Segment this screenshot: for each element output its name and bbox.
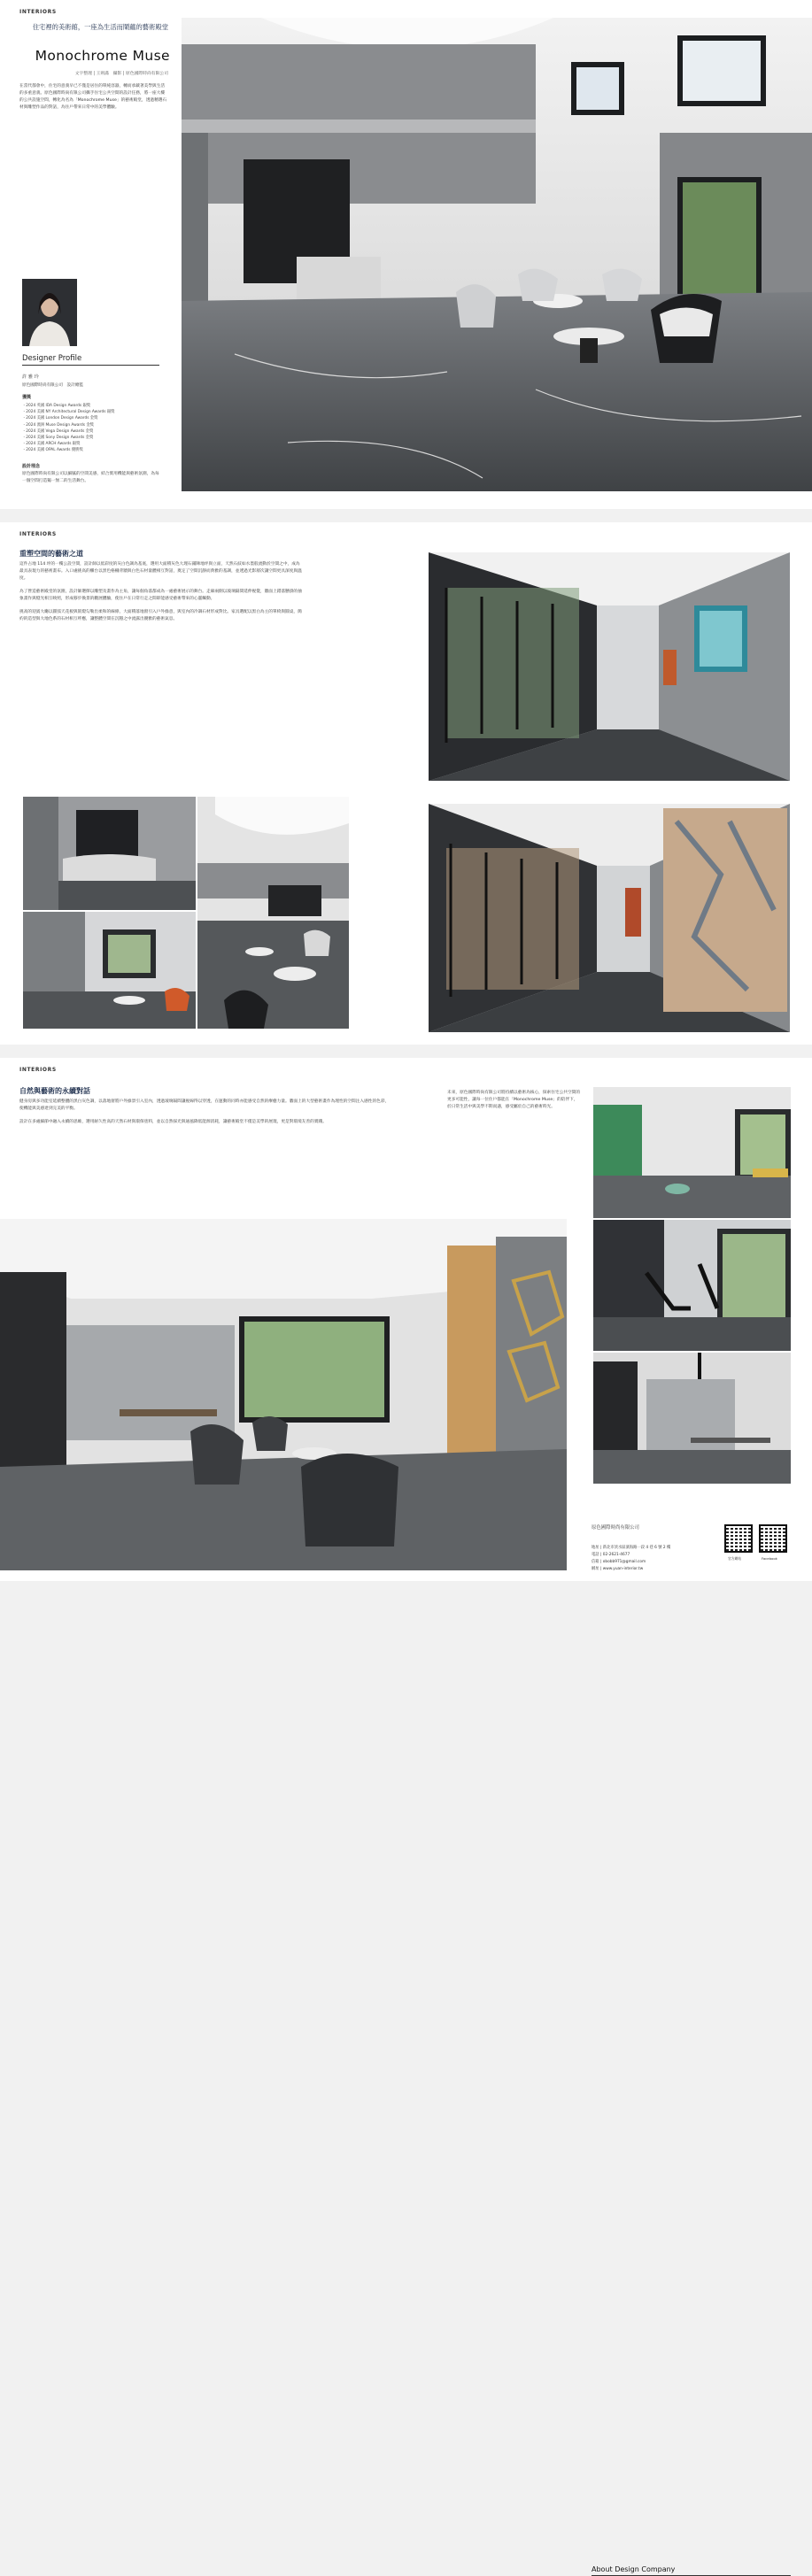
phone-line: 電話 | 02-2621-4677 bbox=[592, 1553, 630, 1557]
philosophy-text: 原色國際時尚有限公司以細膩的空間美感，結合實用機能與藝術氛圍，為每一個空間打造獨一無二的生活舞台。 bbox=[22, 472, 159, 483]
article-credit: 文字整理 | 王則滿 攝影 | 原色國際時尚有限公司 bbox=[74, 72, 168, 76]
section-label: INTERIORS bbox=[19, 1067, 57, 1073]
seating-area-photo bbox=[23, 912, 196, 1029]
designer-profile-label: Designer Profile bbox=[22, 354, 82, 363]
about-company-label: About Design Company bbox=[592, 2565, 676, 2573]
corridor-photo-1 bbox=[429, 552, 790, 781]
lounge-photo bbox=[0, 1219, 567, 1570]
qr-label-website: 官方網站 bbox=[728, 1556, 742, 1561]
philosophy-heading: 設計理念 bbox=[22, 464, 41, 469]
section-label: INTERIORS bbox=[19, 9, 57, 15]
gym-photo bbox=[593, 1220, 791, 1351]
kids-room-photo bbox=[593, 1087, 791, 1218]
award-item: ・2024 美國 Sony Design Awards 金獎 bbox=[22, 436, 94, 441]
qr-code-website bbox=[724, 1524, 753, 1553]
company-name: 原色國際時尚有限公司 bbox=[592, 1525, 639, 1531]
spread-page-3 bbox=[0, 1058, 812, 2573]
spread-page-2 bbox=[0, 522, 812, 1045]
awards-list bbox=[22, 403, 164, 454]
lobby-hero-photo bbox=[182, 18, 812, 491]
profile-divider bbox=[22, 365, 159, 366]
qr-label-facebook: Facebook bbox=[762, 1556, 777, 1561]
address-line: 地址 | 新北市淡水區濱海路一段 4 巷 6 號 2 樓 bbox=[592, 1546, 671, 1550]
right-column-text: 未來，原色國際時尚有限公司將持續以藝術為核心，探索住宅公共空間的更多可能性，讓每一位住戶都能在「Monochrome Muse」的陪伴下，於日常生活中與美學不期而遇，感受屬於自己的藝術時光。 bbox=[447, 1091, 581, 1109]
designer-role: 原色國際時尚有限公司 設計總監 bbox=[22, 383, 83, 388]
awards-heading: 獲獎 bbox=[22, 395, 32, 400]
contact-block bbox=[592, 1545, 715, 1573]
website-line: 網址 | www.yuan-interior.tw bbox=[592, 1567, 644, 1571]
lobby-lounge-photo bbox=[197, 797, 349, 1029]
corridor-photo-2 bbox=[429, 804, 790, 1032]
award-item: ・2024 美國 Vega Design Awards 金獎 bbox=[22, 428, 94, 434]
qr-code-facebook bbox=[759, 1524, 787, 1553]
designer-name: 許 雅 玲 bbox=[22, 374, 39, 380]
award-item: ・2024 美國 ARCH Awards 銀獎 bbox=[22, 442, 81, 447]
reception-photo bbox=[23, 797, 196, 910]
award-item: ・2024 美國 London Design Awards 金獎 bbox=[22, 416, 98, 421]
article-title: Monochrome Muse bbox=[35, 48, 170, 64]
section-label: INTERIORS bbox=[19, 531, 57, 537]
spread-page-1 bbox=[0, 0, 812, 509]
award-item: ・2024 美國 OPAL Awards 優勝獎 bbox=[22, 448, 83, 453]
section-heading: 自然與藝術的永續對話 bbox=[19, 1087, 90, 1095]
body-text: 健身房與多功能室延續整體的黑白灰色調，以落地窗將戶外綠景引入室內，透過玻璃隔間讓視線得以穿透，在運動的同時亦能感受自然的療癒力量。牆面上的大型藝術畫作為理性的空間注入感性的色彩，使機能與美感達到完美的平衡。 設計在多處細節中融入永續的思維，選用耐久性高的天然石材與環保塗料，並以自然採光與通風降低能源消耗，讓藝術殿堂不僅是美學的展現，更是對環境友善的實踐。 bbox=[19, 1099, 390, 1124]
email-line: 信箱 | obobb971@gmail.com bbox=[592, 1560, 646, 1564]
intro-text: 在當代都會中，住宅的意義早已不僅是居住的單純容器，轉而承載著美學與生活的多重意義。原色國際時尚有限公司攜手住宅公共空間的設計任務，將一座大樓的公共設施空間，轉化為名為「Monochrome Muse」的藝術殿堂，透過精選石材與雕塑作品的對話，為住戶帶來日常中的美學體驗。 bbox=[19, 84, 167, 110]
dining-photo bbox=[593, 1353, 791, 1484]
article-subtitle: 住宅裡的美術館，一座為生活而鬧蘊的藝術殿堂 bbox=[32, 23, 168, 31]
award-item: ・2024 澳洲 Muse Design Awards 金獎 bbox=[22, 422, 94, 428]
body-text: 這件占地 114 坪的一樓公設空間，設計師以低彩度的灰白色調為基底，選用大面積灰色大理石鋪陳地坪與立面，天然石紋如水墨般流動於空間之中，成為最具表現力的藝術畫布。入口處挑高的櫃台以黑色格柵背牆與白色石材量體相互對話，奠定了空間沉靜而典雅的基調，並透過光影層次讓空間更具深度與溫度。 為了營造藝術殿堂的氛圍，設計師選擇以雕塑及畫作為主角，讓每個角落都成為一處藝術展示的舞台。走廊兩側以玻璃隔間延伸視覺，牆面上錯落懸掛的抽象畫作與燈光相互映照，形成移步換景的觀展體驗，使住戶在日常行走之間即能感受藝術帶來的心靈觸動。 挑高的迎賓大廳以圓弧天花板與嵌燈勾勒出柔和的線條，大面積落地窗引入戶外綠意，與室內的冷調石材形成對比。家具選配以黑白為主的單椅與圓桌，簡約的造型與大地色系的石材相互呼應，讓整體空間在沉穩之中流露出優雅的藝術氣息。 bbox=[19, 562, 302, 621]
designer-portrait bbox=[22, 279, 77, 346]
award-item: ・2024 美國 NY Architectural Design Awards 銀獎 bbox=[22, 410, 115, 415]
award-item: ・2024 英國 IDA Design Awards 銀獎 bbox=[22, 404, 91, 408]
section-heading: 重塑空間的藝術之道 bbox=[19, 550, 83, 558]
